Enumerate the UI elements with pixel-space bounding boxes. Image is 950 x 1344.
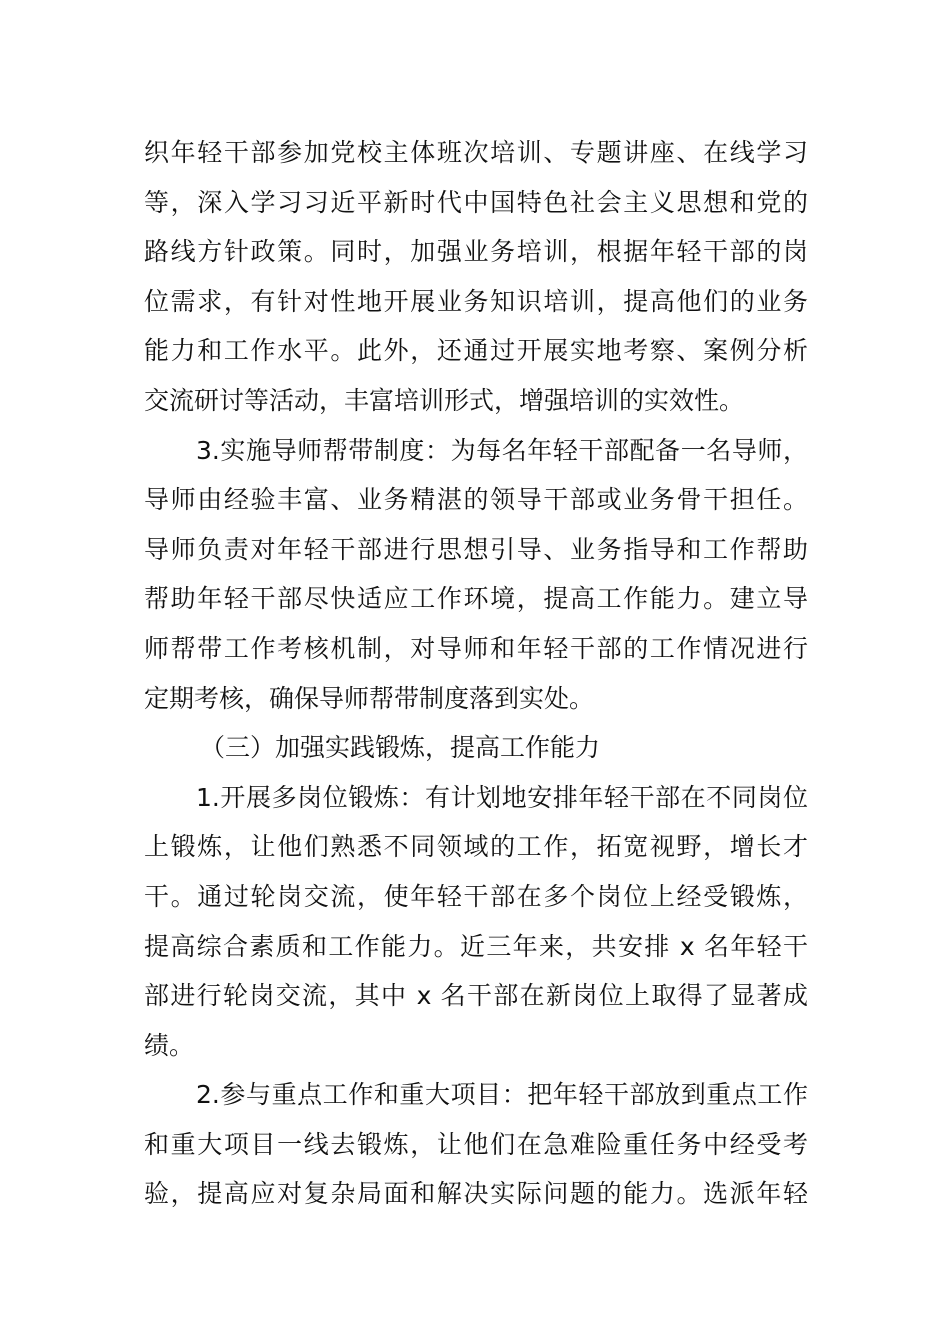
text-line: 导师负责对年轻干部进行思想引导、业务指导和工作帮助 — [144, 534, 808, 564]
text-line: 交流研讨等活动，丰富培训形式，增强培训的实效性。 — [144, 385, 745, 415]
text-line: 能力和工作水平。此外，还通过开展实地考察、案例分析 — [144, 336, 808, 366]
paragraph-mentor-system — [144, 426, 808, 724]
text-line: 干。通过轮岗交流，使年轻干部在多个岗位上经受锻炼， — [144, 881, 808, 911]
text-line: 验，提高应对复杂局面和解决实际问题的能力。选派年轻 — [144, 1179, 808, 1209]
text-line: 3.实施导师帮带制度：为每名年轻干部配备一名导师， — [196, 435, 808, 465]
text-line: 导师由经验丰富、业务精湛的领导干部或业务骨干担任。 — [144, 485, 808, 515]
text-line: 织年轻干部参加党校主体班次培训、专题讲座、在线学习 — [144, 138, 808, 167]
text-line: 部进行轮岗交流，其中 x 名干部在新岗位上取得了显著成 — [144, 981, 808, 1011]
text-line: 帮助年轻干部尽快适应工作环境，提高工作能力。建立导 — [144, 584, 808, 614]
text-line: 绩。 — [144, 1030, 195, 1060]
document-body — [144, 128, 808, 1219]
text-line: 路线方针政策。同时，加强业务培训，根据年轻干部的岗 — [144, 237, 808, 267]
paragraph-training — [144, 128, 808, 426]
paragraph-key-projects — [144, 1070, 808, 1219]
text-line: 和重大项目一线去锻炼，让他们在急难险重任务中经受考 — [144, 1129, 808, 1159]
text-line: 等，深入学习习近平新时代中国特色社会主义思想和党的 — [144, 187, 808, 217]
text-line: 位需求，有针对性地开展业务知识培训，提高他们的业务 — [144, 286, 808, 316]
text-line: 1.开展多岗位锻炼：有计划地安排年轻干部在不同岗位 — [196, 782, 808, 812]
section-heading — [144, 723, 808, 773]
heading-line: （三）加强实践锻炼，提高工作能力 — [200, 733, 601, 763]
text-line: 2.参与重点工作和重大项目：把年轻干部放到重点工作 — [196, 1080, 808, 1110]
text-line: 师帮带工作考核机制，对导师和年轻干部的工作情况进行 — [144, 633, 808, 663]
paragraph-multi-post — [144, 773, 808, 1071]
text-line: 上锻炼，让他们熟悉不同领域的工作，拓宽视野，增长才 — [144, 832, 808, 862]
text-line: 定期考核，确保导师帮带制度落到实处。 — [144, 683, 595, 713]
text-line: 提高综合素质和工作能力。近三年来，共安排 x 名年轻干 — [144, 931, 808, 961]
